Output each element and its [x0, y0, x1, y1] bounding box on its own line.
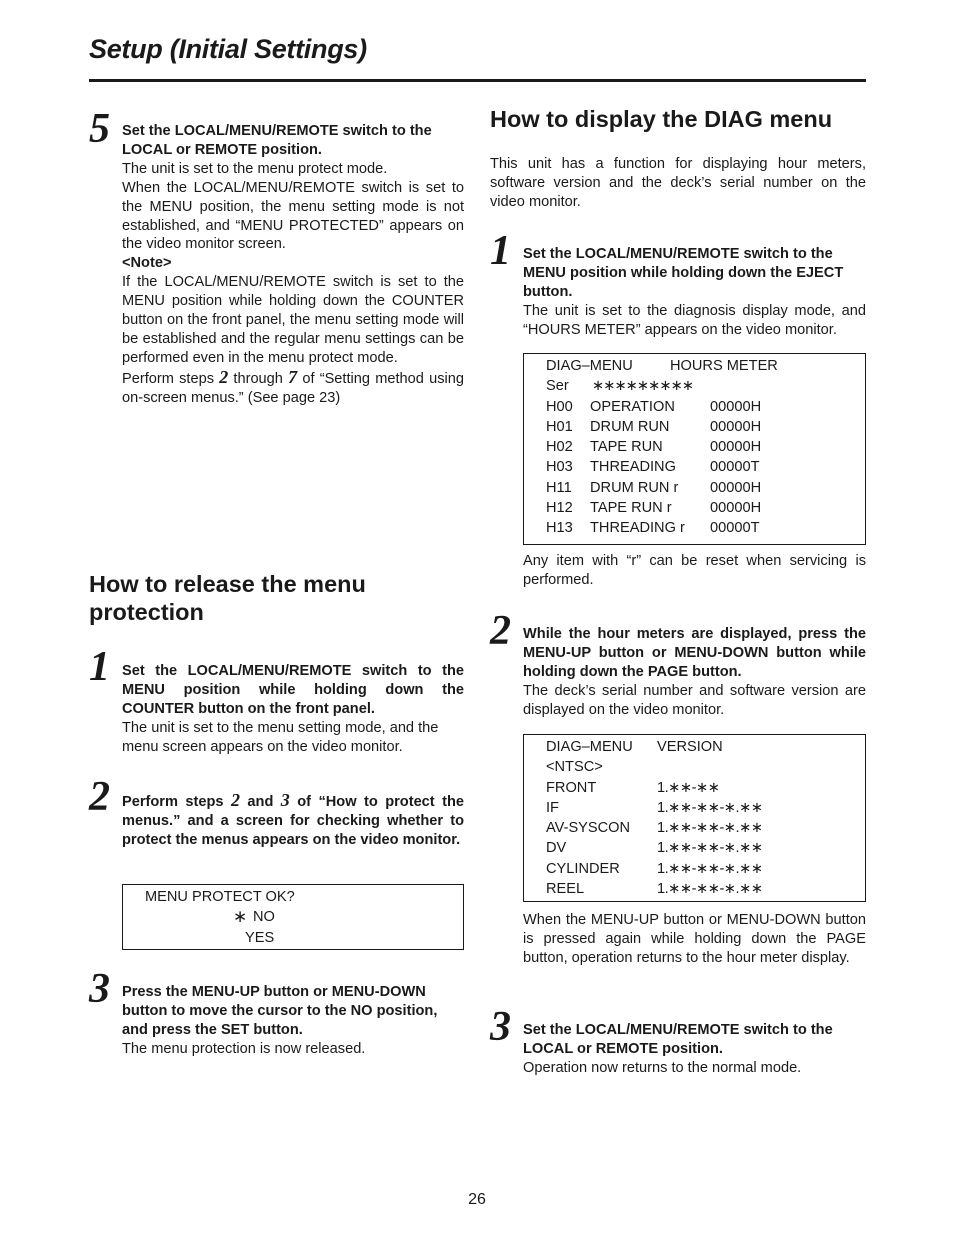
release-step2: Perform steps 2 and 3 of “How to protect the menus.” and a screen for checking whether to protect the menus appears on the video monitor.: [122, 790, 464, 848]
version-row: [546, 818, 865, 838]
step5-block: [122, 122, 464, 408]
module-name: IF: [546, 799, 559, 816]
meter-value: 00000T: [710, 459, 760, 476]
meter-name: OPERATION: [590, 398, 675, 415]
step-heading: Set the LOCAL/MENU/REMOTE switch to the MENU position while holding down the EJECT button.: [523, 246, 844, 300]
meter-name: THREADING r: [590, 520, 685, 537]
note-body: If the LOCAL/MENU/REMOTE switch is set to the MENU position while holding down the COUNTER button on the front panel, the menu setting mode will be established and the regular menu settings can be performed even in the menu protect mode.: [122, 274, 464, 366]
module-version: 1.∗∗-∗∗-∗.∗∗: [657, 881, 763, 898]
menu-protect-screen: [122, 884, 464, 950]
meter-value: 00000H: [710, 439, 762, 456]
meter-name: THREADING: [590, 459, 676, 476]
meter-code: H01: [546, 418, 573, 435]
meter-name: TAPE RUN: [590, 439, 663, 456]
screen-title-row: DIAG–MENU HOURS METER: [546, 358, 778, 374]
note-label: <Note>: [122, 255, 172, 272]
meter-code: H03: [546, 459, 573, 476]
step-ref: 7: [288, 366, 298, 387]
module-version: 1.∗∗-∗∗-∗.∗∗: [657, 820, 763, 837]
module-name: REEL: [546, 881, 585, 898]
section-heading: How to release the menu protection: [89, 571, 366, 625]
meter-code: H00: [546, 398, 573, 415]
step-number: 3: [490, 1004, 511, 1050]
meter-name: DRUM RUN r: [590, 479, 679, 496]
hours-meter-row: [546, 437, 865, 457]
hours-meter-row: [546, 417, 865, 437]
protect-option-yes: YES: [245, 929, 275, 946]
meter-name: TAPE RUN r: [590, 500, 672, 517]
section-heading: How to display the DIAG menu: [490, 106, 833, 132]
step-number: 2: [490, 608, 511, 654]
step-body: When the LOCAL/MENU/REMOTE switch is set to the MENU position, the menu setting mode is not established, and “MENU PROTECTED” appears on the video monitor screen.: [122, 179, 464, 253]
meter-value: 00000H: [710, 398, 762, 415]
page-number: 26: [468, 1191, 486, 1208]
step-ref: 2: [230, 790, 240, 810]
diag-step3: [523, 1021, 866, 1078]
step-heading: Set the LOCAL/MENU/REMOTE switch to the MENU position while holding down the COUNTER button on the front panel.: [122, 663, 464, 717]
meter-value: 00000H: [710, 479, 762, 496]
hours-meter-row: [546, 397, 865, 417]
meter-code: H02: [546, 439, 573, 456]
step-heading: Press the MENU-UP button or MENU-DOWN button to move the cursor to the NO position, and press the SET button.: [122, 984, 438, 1038]
step-body: Operation now returns to the normal mode.: [523, 1059, 802, 1076]
page-title: Setup (Initial Settings): [89, 34, 367, 64]
step-ref: 3: [280, 790, 290, 810]
meter-code: H11: [546, 479, 572, 496]
hours-meter-screen: [523, 353, 866, 545]
screen-title-row: DIAG–MENU VERSION: [546, 739, 723, 755]
reset-note: Any item with “r” can be reset when servicing is performed.: [523, 553, 866, 588]
hours-meter-row: [546, 498, 865, 518]
release-step3: [122, 983, 464, 1059]
meter-value: 00000T: [710, 520, 760, 537]
module-version: 1.∗∗-∗∗-∗.∗∗: [657, 799, 763, 816]
diag-intro: This unit has a function for displaying hour meters, software version and the deck’s serial number on the video monitor.: [490, 156, 866, 210]
version-row: [546, 838, 865, 858]
step-number: 3: [89, 966, 110, 1012]
cursor-icon: ∗: [233, 907, 248, 927]
version-row: [546, 798, 865, 818]
protect-option-no: ∗ NO: [233, 907, 275, 927]
release-step1: [122, 662, 464, 757]
serial-value: ∗∗∗∗∗∗∗∗∗: [592, 378, 694, 395]
serial-row: Ser ∗∗∗∗∗∗∗∗∗: [546, 376, 865, 396]
step-body: The menu protection is now released.: [122, 1040, 366, 1057]
meter-value: 00000H: [710, 500, 762, 517]
return-note: When the MENU-UP button or MENU-DOWN button is pressed again while holding down the PAGE button, operation returns to the hour meter display.: [523, 912, 866, 966]
version-row: [546, 879, 865, 899]
meter-value: 00000H: [710, 418, 762, 435]
module-version: 1.∗∗-∗∗: [657, 779, 720, 796]
step-heading: Set the LOCAL/MENU/REMOTE switch to the LOCAL or REMOTE position.: [523, 1022, 833, 1057]
step-body: The unit is set to the menu protect mode.: [122, 160, 388, 177]
meter-code: H13: [546, 520, 573, 537]
step-body: The unit is set to the menu setting mode, and the menu screen appears on the video monitor.: [122, 719, 439, 755]
module-version: 1.∗∗-∗∗-∗.∗∗: [657, 840, 763, 857]
module-name: DV: [546, 840, 567, 857]
screen-subtitle: <NTSC>: [546, 759, 603, 776]
header-rule: [89, 79, 866, 82]
version-row: [546, 859, 865, 879]
step-body: The deck’s serial number and software version are displayed on the video monitor.: [523, 682, 866, 718]
hours-meter-row: [546, 518, 865, 538]
step-number: 1: [89, 644, 110, 690]
hours-meter-row: [546, 478, 865, 498]
version-row: [546, 778, 865, 798]
diag-step1: [523, 245, 866, 340]
hours-meter-row: [546, 457, 865, 477]
module-name: CYLINDER: [546, 860, 620, 877]
protect-prompt: MENU PROTECT OK?: [145, 889, 295, 905]
step-number: 2: [89, 774, 110, 820]
step-number: 1: [490, 228, 511, 274]
module-name: AV-SYSCON: [546, 820, 631, 837]
step-heading: Set the LOCAL/MENU/REMOTE switch to the LOCAL or REMOTE position.: [122, 123, 432, 158]
module-name: FRONT: [546, 779, 597, 796]
diag-step2: [523, 625, 866, 720]
meter-name: DRUM RUN: [590, 418, 670, 435]
meter-code: H12: [546, 500, 573, 517]
step-heading: While the hour meters are displayed, press the MENU-UP button or MENU-DOWN button while holding down the PAGE button.: [523, 626, 866, 680]
version-screen: [523, 734, 866, 902]
step-body: Perform steps 2 through 7 of “Setting method using on-screen menus.” (See page 23): [122, 366, 464, 406]
step-number: 5: [89, 106, 110, 152]
module-version: 1.∗∗-∗∗-∗.∗∗: [657, 860, 763, 877]
step-body: The unit is set to the diagnosis display mode, and “HOURS METER” appears on the video monitor.: [523, 302, 866, 338]
step-ref: 2: [219, 366, 229, 387]
